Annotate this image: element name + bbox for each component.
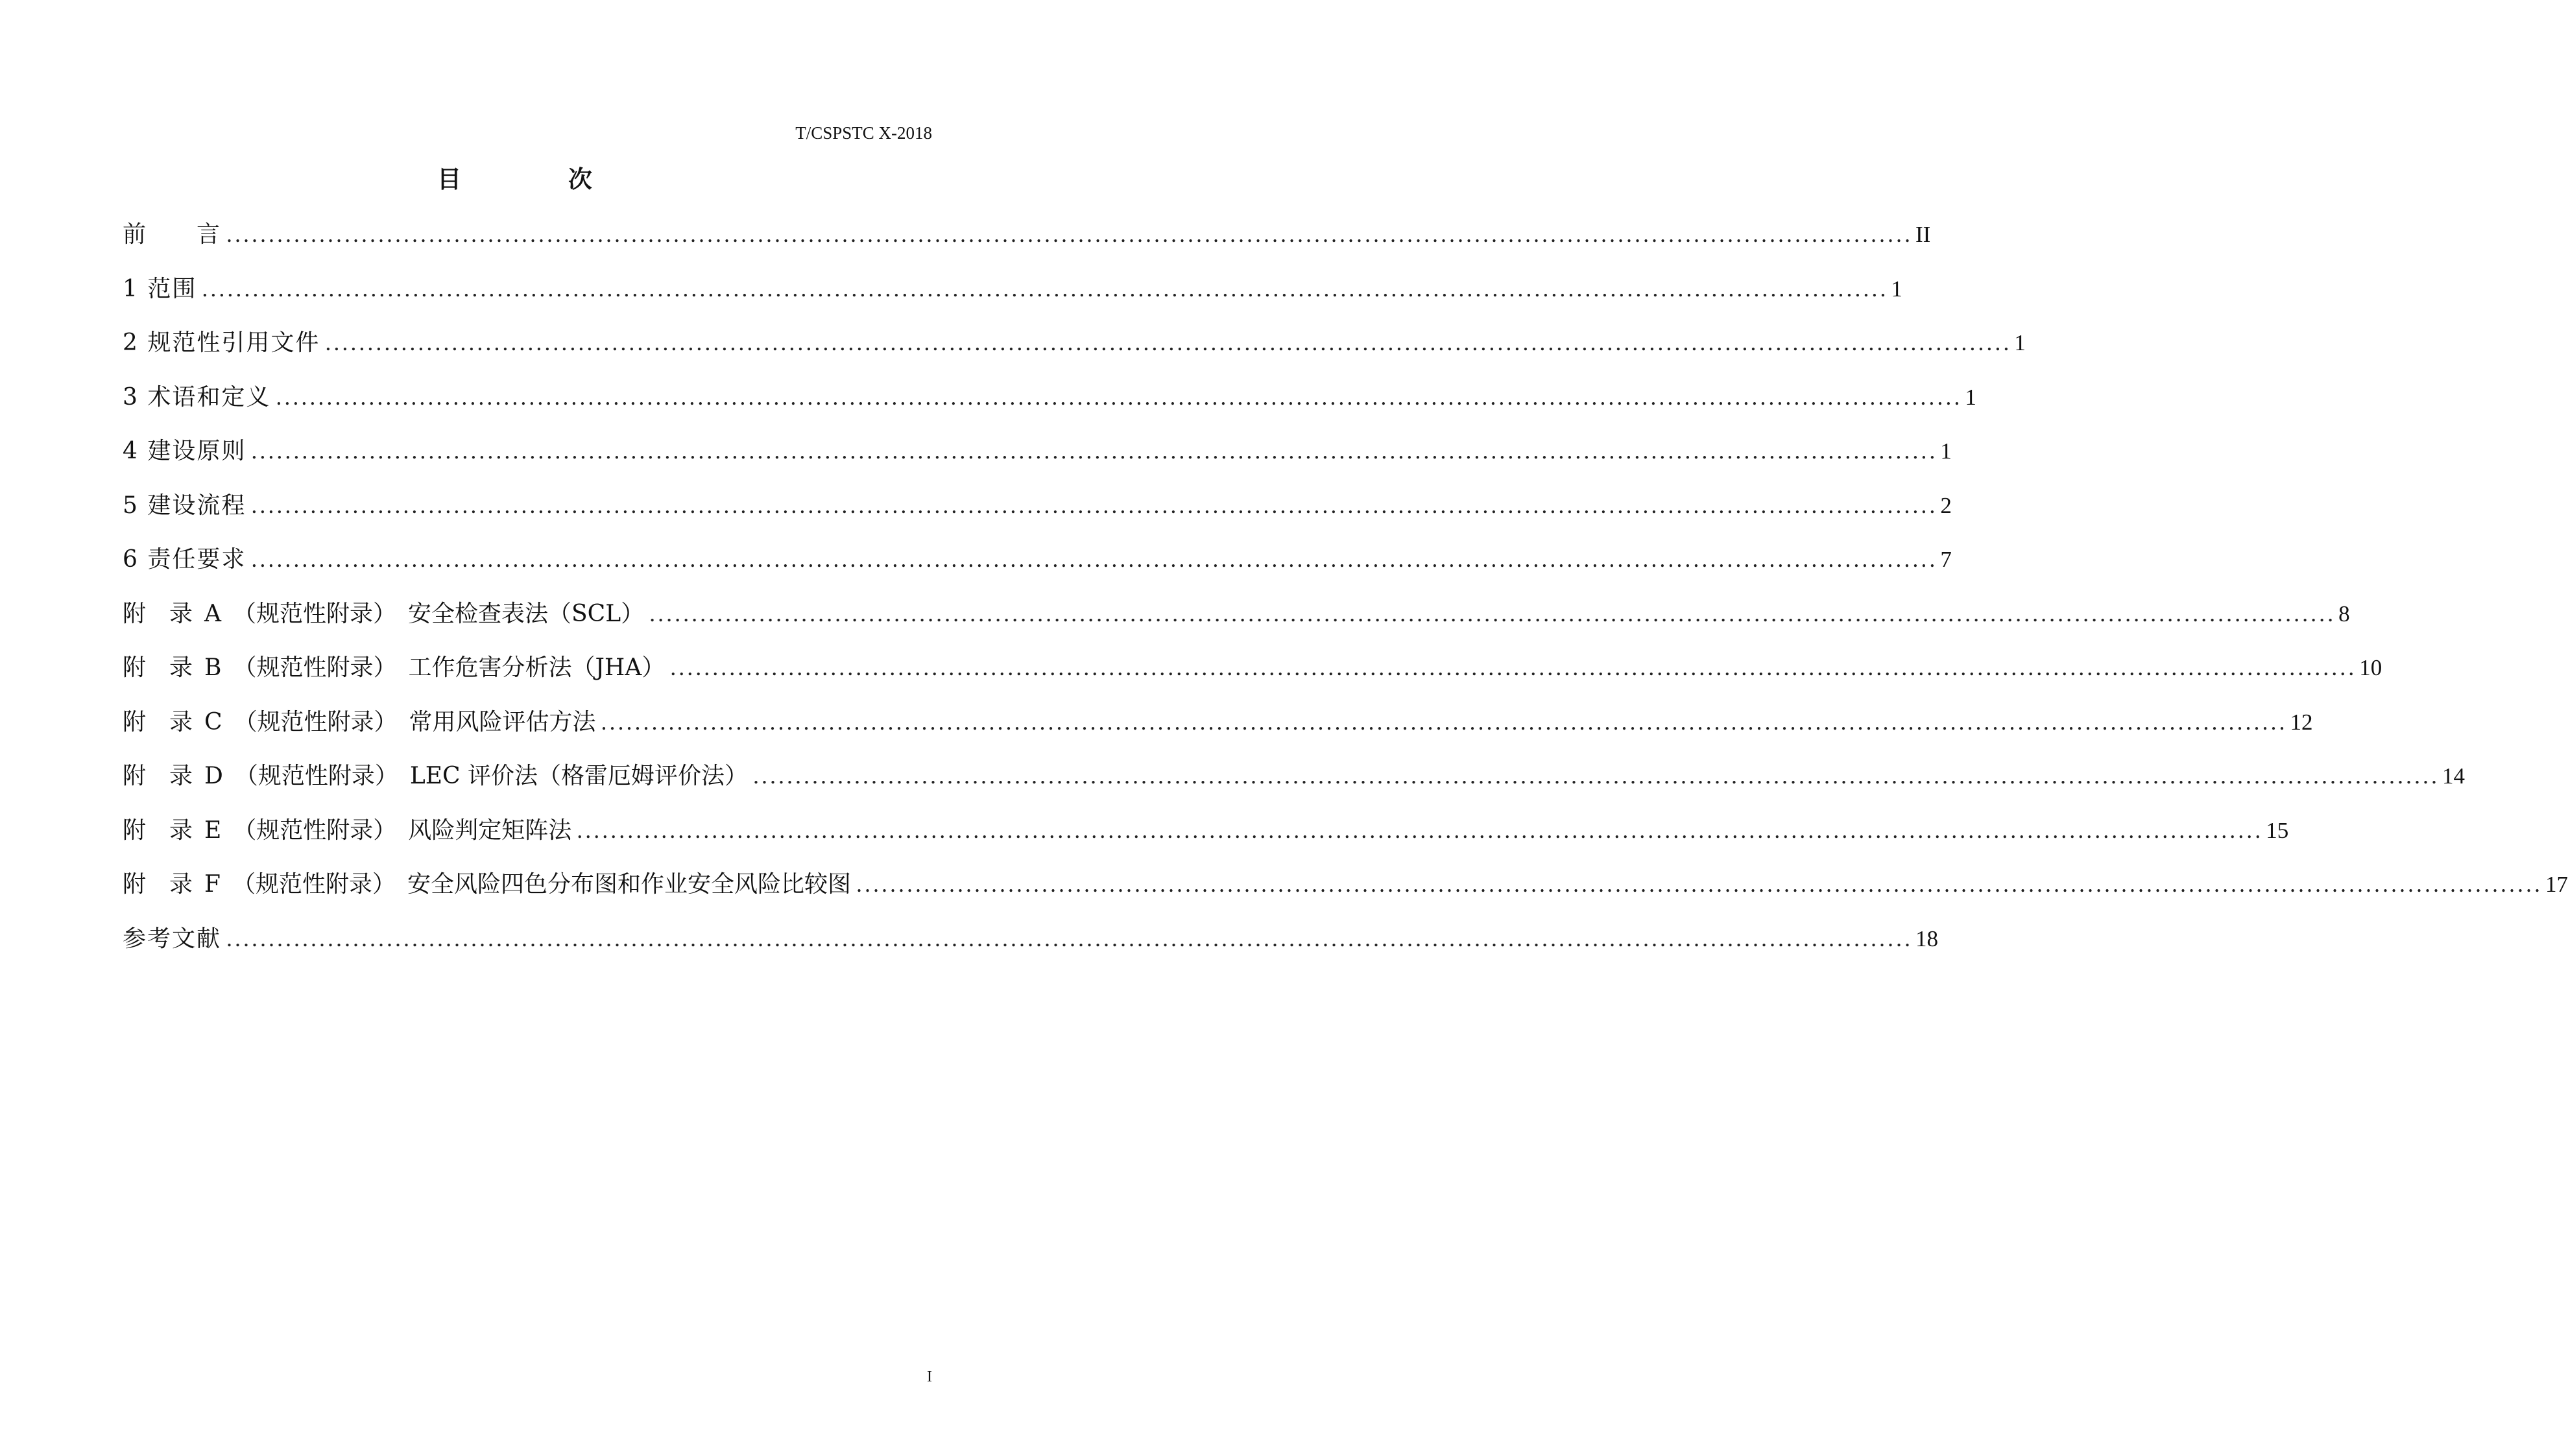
toc-leader-dots: ........................................................................................................................................................................................................: [670, 654, 2357, 680]
toc-entry-label: 附 录 B （规范性附录） 工作危害分析法（JHA）: [123, 654, 666, 681]
toc-leader-dots: ........................................................................................................................................................................................................: [251, 546, 1938, 572]
toc-entry-appendix-c[interactable]: [123, 704, 2313, 758]
toc-entry-page: 1: [1965, 384, 1976, 410]
toc-entry-label: 4 建设原则: [123, 438, 246, 464]
toc-entry-page: 2: [1940, 492, 1952, 518]
toc-entry-principles[interactable]: [123, 433, 1952, 487]
toc-leader-dots: ........................................................................................................................................................................................................: [753, 763, 2440, 789]
toc-entry-appendix-b[interactable]: [123, 649, 2382, 704]
toc-entry-appendix-a[interactable]: [123, 595, 2350, 650]
toc-entry-foreword[interactable]: [123, 216, 1931, 270]
toc-leader-dots: ........................................................................................................................................................................................................: [251, 438, 1938, 464]
toc-entry-process[interactable]: [123, 487, 1952, 542]
toc-leader-dots: ........................................................................................................................................................................................................: [649, 600, 2336, 627]
toc-entry-page: 1: [1891, 276, 1902, 302]
toc-entry-label: 附 录 F （规范性附录） 安全风险四色分布图和作业安全风险比较图: [123, 871, 851, 898]
toc-entry-page: 8: [2338, 601, 2350, 627]
toc-entry-page: 1: [1940, 438, 1952, 464]
toc-entry-scope[interactable]: [123, 270, 1902, 325]
table-of-contents: [123, 216, 2568, 974]
toc-leader-dots: ........................................................................................................................................................................................................: [577, 817, 2264, 843]
toc-leader-dots: ........................................................................................................................................................................................................: [226, 925, 1914, 951]
toc-entry-label: 附 录 D （规范性附录） LEC 评价法（格雷厄姆评价法）: [123, 763, 749, 789]
toc-entry-appendix-e[interactable]: [123, 812, 2289, 866]
document-code: T/CSPSTC X-2018: [795, 123, 932, 143]
toc-entry-page: 14: [2442, 763, 2466, 789]
toc-entry-appendix-d[interactable]: [123, 758, 2466, 812]
toc-entry-label: 2 规范性引用文件: [123, 329, 320, 356]
toc-entry-label: 1 范围: [123, 275, 197, 302]
toc-entry-appendix-f[interactable]: [123, 866, 2568, 920]
toc-entry-label: 6 责任要求: [123, 546, 246, 573]
toc-entry-normative-references[interactable]: [123, 324, 2026, 379]
toc-entry-page: 12: [2290, 709, 2313, 735]
toc-entry-page: 1: [2014, 330, 2026, 355]
toc-leader-dots: ........................................................................................................................................................................................................: [856, 871, 2543, 897]
toc-entry-terms-definitions[interactable]: [123, 379, 1976, 433]
toc-entry-label: 附 录 E （规范性附录） 风险判定矩阵法: [123, 817, 572, 844]
page-number: I: [927, 1368, 932, 1385]
toc-entry-label: 附 录 C （规范性附录） 常用风险评估方法: [123, 708, 596, 735]
toc-entry-responsibilities[interactable]: [123, 541, 1952, 595]
toc-entry-page: 17: [2545, 872, 2568, 897]
toc-entry-label: 5 建设流程: [123, 492, 246, 519]
toc-entry-page: 10: [2359, 655, 2382, 680]
toc-title: 目 次: [437, 165, 642, 193]
toc-entry-page: 15: [2266, 817, 2289, 843]
toc-entry-label: 参考文献: [123, 925, 222, 952]
toc-leader-dots: ........................................................................................................................................................................................................: [276, 383, 1963, 410]
toc-leader-dots: ........................................................................................................................................................................................................: [226, 221, 1914, 247]
toc-entry-page: 7: [1940, 547, 1952, 572]
toc-leader-dots: ........................................................................................................................................................................................................: [601, 708, 2288, 735]
toc-entry-page: II: [1915, 222, 1931, 247]
toc-entry-label: 前 言: [123, 221, 222, 248]
toc-entry-page: 18: [1915, 925, 1939, 951]
toc-leader-dots: ........................................................................................................................................................................................................: [251, 492, 1938, 518]
toc-leader-dots: ........................................................................................................................................................................................................: [202, 275, 1889, 302]
toc-entry-label: 3 术语和定义: [123, 383, 271, 411]
toc-entry-bibliography[interactable]: [123, 920, 1939, 975]
toc-leader-dots: ........................................................................................................................................................................................................: [325, 329, 2012, 355]
toc-entry-label: 附 录 A （规范性附录） 安全检查表法（SCL）: [123, 600, 645, 627]
